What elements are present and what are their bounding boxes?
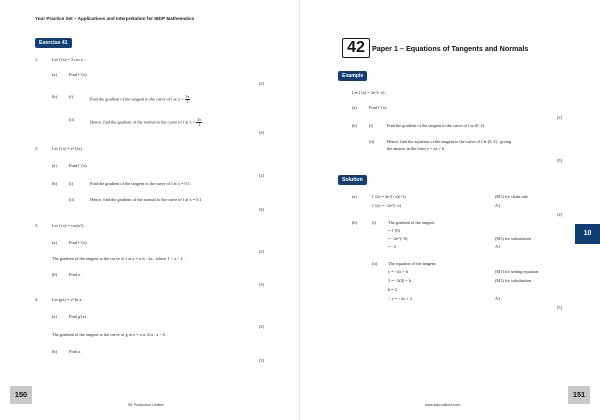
q2bii-label: (ii): [69, 197, 75, 202]
ex-a-marks: [2]: [557, 115, 563, 120]
sol-b-label: (b): [352, 220, 358, 225]
right-page: [300, 0, 600, 420]
q4a-marks: [2]: [259, 324, 265, 329]
sol-bii-line3-note: (M1) for substitution: [495, 278, 532, 283]
ex-bii-text-2: the answer in the form y = ax + b .: [387, 146, 447, 151]
sol-bi-line3: = −2e^(−0): [388, 236, 408, 241]
q1b-marks: [4]: [259, 130, 265, 135]
q4a-label: (a): [52, 314, 57, 319]
example-stem: Let f (x) = 2e^(−x) .: [352, 90, 387, 95]
exercise-tag: Exercise 41: [35, 38, 72, 48]
q1bi-text: [90, 95, 190, 104]
sol-a-line1: f ′(x) = 2e^(−x)(−1): [372, 194, 406, 199]
sol-bii-line2: y = −2x + b: [388, 269, 409, 274]
q1bi-frac-num: 3π: [185, 95, 190, 99]
sol-bi-line1: The gradient of the tangent: [388, 220, 435, 225]
q1bi-label: (i): [69, 94, 74, 99]
ex-b-label: (b): [352, 123, 358, 128]
q2b-label: (b): [52, 181, 58, 186]
page-number-left: 150: [10, 386, 32, 404]
q1bii-frac-num: 3π: [197, 118, 202, 122]
q2bi-label: (i): [69, 181, 74, 186]
q1-stem: Let f (x) = 3 cos x .: [52, 57, 86, 62]
page-number-right: 151: [568, 386, 590, 404]
sol-bi-line4: = −2: [388, 244, 397, 249]
sol-a-line1-note: (M1) for chain rule: [495, 194, 529, 199]
q1bii-fraction: [196, 118, 202, 127]
q2bii-text: Hence, find the gradient of the normal to the curve of f at x = 0.1 .: [90, 197, 204, 202]
q1bii-frac-den: 2: [198, 123, 201, 128]
q3b-marks: [3]: [259, 282, 265, 287]
q4a-text: Find g′(x) .: [69, 314, 89, 319]
q3b-text: Find a .: [69, 272, 83, 277]
chapter-number-box: 42: [342, 38, 370, 58]
ex-bi-label: (i): [369, 123, 374, 128]
q1bii-text: [90, 118, 202, 127]
sol-bi-line2: = f ′(0): [388, 228, 400, 233]
chapter-side-tab: 10: [575, 224, 600, 244]
sol-a-label: (a): [352, 194, 357, 199]
sol-bi-line4-note: A1: [495, 244, 501, 249]
q4-stem: Let g(x) = x² ln x .: [52, 297, 84, 302]
q4-number: 4.: [35, 297, 39, 302]
sol-a-marks: [2]: [557, 212, 563, 217]
ex-a-text: Find f ′(x) .: [369, 105, 389, 110]
q1a-marks: [2]: [259, 81, 265, 86]
q1bi-text-main: Find the gradient of the tangent to the curve of f at x =: [90, 96, 184, 102]
chapter-title: Paper 1 – Equations of Tangents and Normals: [372, 44, 529, 53]
ex-bi-text: Find the gradient of the tangent to the curve of f at (0, 2).: [387, 123, 486, 128]
q3-number: 3.: [35, 223, 39, 228]
footer-left: SE Production Limited: [128, 403, 164, 407]
running-header: Your Practice Set – Applications and Interpretation for IBDP Mathematics: [35, 16, 195, 21]
sol-bii-line3: 2 = −2(0) + b: [388, 278, 412, 283]
q4b-marks: [3]: [259, 358, 265, 363]
footer-right: www.seprodstore.com: [425, 403, 461, 407]
q1bi-fraction: [185, 95, 191, 104]
q2a-marks: [2]: [259, 173, 265, 178]
q4-info: The gradient of the tangent to the curve of g at x = a is 4√a , a > 0 .: [52, 332, 168, 337]
ex-b-marks: [5]: [557, 158, 563, 163]
ex-a-label: (a): [352, 105, 357, 110]
sol-bii-line2-note: (M1) for setting equation: [495, 269, 539, 274]
q2b-marks: [4]: [259, 207, 265, 212]
sol-bi-line3-note: (M1) for substitution: [495, 236, 532, 241]
q1b-label: (b): [52, 94, 58, 99]
q2-stem: Let f (x) = e^(3x) .: [52, 146, 85, 151]
sol-a-line2-note: A1: [495, 203, 501, 208]
sol-bii-line4: b = 2: [388, 287, 397, 292]
sol-bii-line1: The equation of the tangent:: [388, 261, 437, 266]
solution-tag: Solution: [338, 175, 367, 185]
q1bii-text-main: Hence, find the gradient of the normal to the curve of f at x =: [90, 119, 196, 125]
q1bi-frac-den: 2: [186, 100, 189, 105]
q3a-marks: [2]: [259, 249, 265, 254]
q3-stem: Let f (x) = cos(x²) .: [52, 223, 86, 228]
sol-b-marks: [5]: [557, 305, 563, 310]
sol-bii-label: (ii): [372, 261, 378, 266]
q2a-text: Find f ′(x).: [69, 163, 88, 168]
sol-bii-line5-note: A1: [495, 296, 501, 301]
q3a-label: (a): [52, 240, 57, 245]
q1-number: 1.: [35, 57, 39, 62]
sol-bi-label: (i): [372, 220, 377, 225]
q1a-label: (a): [52, 72, 57, 77]
q1bii-label: (ii): [69, 117, 75, 122]
q4b-label: (b): [52, 349, 58, 354]
example-tag: Example: [338, 71, 367, 81]
q3a-text: Find f ′(x).: [69, 240, 88, 245]
q3-info: The gradient of the tangent to the curve of f at x = a is −2a , where 1 < a < 2 .: [52, 256, 185, 261]
q4b-text: Find a .: [69, 349, 83, 354]
q2bi-text: Find the gradient of the tangent to the curve of f at x = 0.1 .: [90, 181, 193, 186]
ex-bii-label: (ii): [369, 139, 375, 144]
q2-number: 2.: [35, 146, 39, 151]
q2a-label: (a): [52, 163, 57, 168]
sol-a-line2: f ′(x) = −2e^(−x): [372, 203, 401, 208]
sol-bii-line5: ∴ y = −2x + 2: [388, 296, 412, 301]
ex-bii-text-1: Hence, find the equation of the tangent to the curve of f at (0, 2) , giving: [387, 139, 512, 144]
q1a-text: Find f ′(x).: [69, 72, 88, 77]
q3b-label: (b): [52, 272, 58, 277]
